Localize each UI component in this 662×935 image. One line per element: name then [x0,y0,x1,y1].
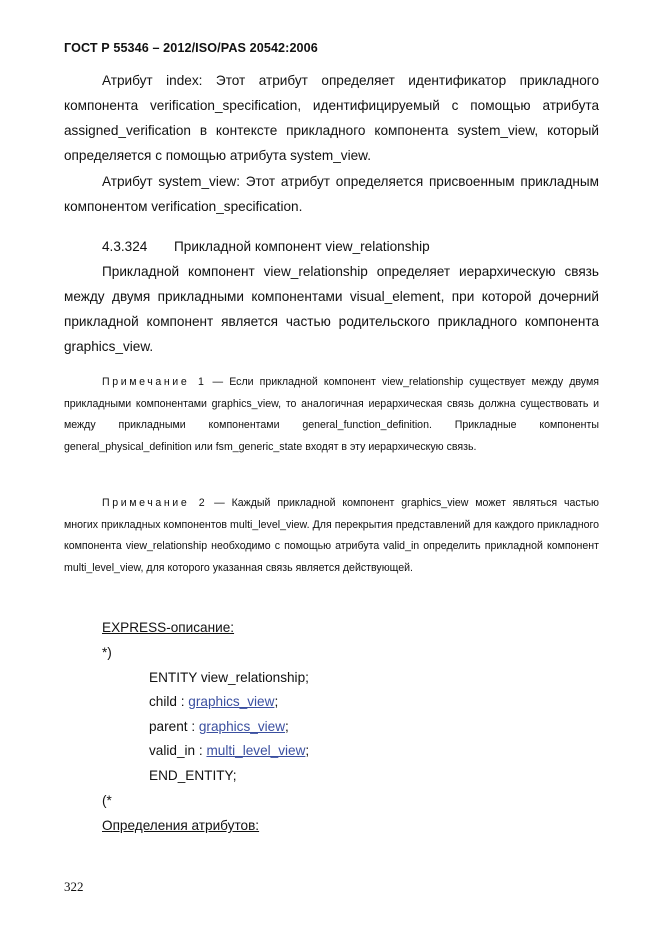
child-type-link[interactable]: graphics_view [188,694,275,709]
parent-label: parent : [149,719,199,734]
valid-in-semicolon: ; [305,743,310,758]
document-header: ГОСТ Р 55346 – 2012/ISO/PAS 20542:2006 [64,41,318,55]
note-1-label: Примечание 1 [102,376,207,388]
note-1-text: — Если прикладной компонент view_relationship существует между двумя прикладными компонентами graphics_view, то аналогичная иерархическая связь должна существовать и между прикладными компонентами general_function_definition. Прикладные компоненты general_physical_definition или fsm_generic_state входят в эту иерархическую связь. [64,376,599,453]
express-title: EXPRESS-описание: [102,620,235,635]
section-number: 4.3.324 [102,239,148,254]
section-heading [102,234,430,259]
express-parent-line [149,717,289,737]
express-entity-line: ENTITY view_relationship; [149,670,309,685]
valid-in-label: valid_in : [149,743,207,758]
note-2-label: Примечание 2 [102,497,208,509]
note-2 [64,493,599,579]
parent-type-link[interactable]: graphics_view [198,719,286,734]
paragraph-view-relationship: Прикладной компонент view_relationship определяет иерархическую связь между двумя прикладными компонентами visual_element, при которой дочерний прикладной компонент является частью родительского прикладного компонента graphics_view. [64,264,599,354]
paragraph-index-attribute: Атрибут index: Этот атрибут определяет идентификатор прикладного компонента verification_specification, идентифицируемый с помощью атрибута assigned_verification в контексте прикладного компонента system_view, который определяется с помощью атрибута system_view. [64,73,599,163]
section-title: Прикладной компонент view_relationship [174,239,430,254]
child-label: child : [149,694,189,709]
valid-in-type-link[interactable]: multi_level_view [206,743,306,758]
note-1 [64,372,599,458]
page-number: 322 [64,879,84,894]
express-comment-open: *) [102,645,112,660]
parent-semicolon: ; [285,719,289,734]
express-valid-in-line [149,741,309,761]
express-comment-close: (* [102,793,112,808]
child-semicolon: ; [274,694,279,709]
express-child-line [149,692,278,712]
paragraph-system-view-attribute: Атрибут system_view: Этот атрибут определяется присвоенным прикладным компонентом verification_specification. [64,174,599,214]
express-end-entity: END_ENTITY; [149,768,237,783]
attribute-definitions-title: Определения атрибутов: [102,818,260,833]
note-2-text: — Каждый прикладной компонент graphics_view может являться частью многих прикладных компонентов multi_level_view. Для перекрытия представлений для каждого прикладного компонента view_relationship необходимо с помощью атрибута valid_in определить прикладной компонент multi_level_view, для которого указанная связь является действующей. [64,497,599,574]
